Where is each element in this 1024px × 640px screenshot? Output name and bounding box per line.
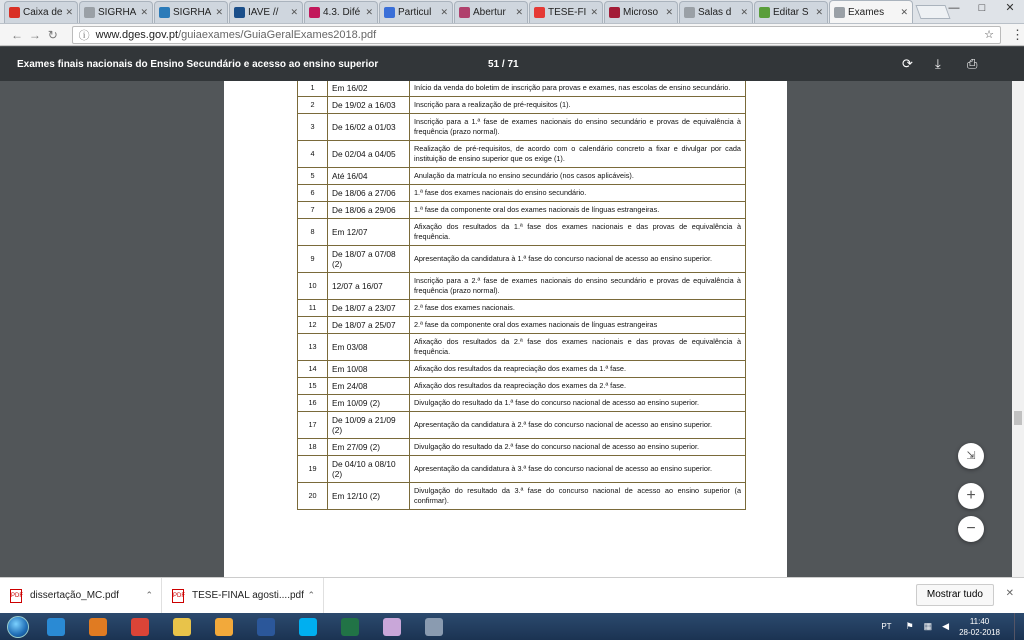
table-row	[298, 456, 746, 483]
row-date: De 18/06 a 27/06	[328, 185, 410, 202]
pdf-page	[224, 81, 787, 577]
taskbar-app-button[interactable]	[330, 614, 370, 639]
paint-icon	[383, 618, 401, 636]
row-number: 16	[298, 395, 328, 412]
system-tray	[881, 613, 1024, 640]
forward-arrow-icon[interactable]: →	[28, 27, 41, 42]
row-number: 4	[298, 141, 328, 168]
url-host: www.dges.gov.pt	[95, 28, 179, 41]
tab-label: Abertur	[473, 7, 506, 18]
row-date: Até 16/04	[328, 168, 410, 185]
browser-tab[interactable]	[454, 1, 528, 23]
site-icon	[309, 7, 320, 18]
table-row	[298, 219, 746, 246]
table-row	[298, 483, 746, 510]
tab-close-icon[interactable]: ✕	[140, 7, 148, 17]
back-arrow-icon[interactable]: ←	[10, 27, 23, 42]
site-icon	[459, 7, 470, 18]
row-description: Inscrição para a 2.ª fase de exames nacionais do ensino secundário e provas de equivalência à frequência (prazo normal).	[410, 273, 746, 300]
tab-close-icon[interactable]: ✕	[440, 7, 448, 17]
browser-tab[interactable]	[754, 1, 828, 23]
taskbar-app-button[interactable]	[414, 614, 454, 639]
row-description: Anulação da matrícula no ensino secundário (nos casos aplicáveis).	[410, 168, 746, 185]
clock[interactable]	[959, 616, 1000, 638]
row-description: Inscrição para a realização de pré-requisitos (1).	[410, 97, 746, 114]
tab-close-icon[interactable]: ✕	[365, 7, 373, 17]
network-icon[interactable]: ▦	[923, 621, 933, 631]
row-date: De 16/02 a 01/03	[328, 114, 410, 141]
row-description: Apresentação da candidatura à 2.ª fase do concurso nacional de acesso ao ensino superior.	[410, 412, 746, 439]
language-indicator[interactable]: PT	[881, 622, 892, 631]
row-description: 2.ª fase dos exames nacionais.	[410, 300, 746, 317]
row-number: 15	[298, 378, 328, 395]
row-date: De 02/04 a 04/05	[328, 141, 410, 168]
row-date: De 18/07 a 07/08 (2)	[328, 246, 410, 273]
close-icon[interactable]: ✕	[1005, 2, 1015, 14]
maximize-icon[interactable]: □	[978, 2, 986, 14]
row-date: Em 10/09 (2)	[328, 395, 410, 412]
tab-label: Caixa de	[23, 7, 63, 18]
row-date: De 10/09 a 21/09 (2)	[328, 412, 410, 439]
word-icon	[257, 618, 275, 636]
row-number: 14	[298, 361, 328, 378]
row-number: 20	[298, 483, 328, 510]
table-row	[298, 361, 746, 378]
minimize-icon[interactable]: —	[948, 2, 960, 14]
row-date: Em 12/07	[328, 219, 410, 246]
start-button[interactable]	[0, 613, 36, 640]
zoom-out-icon[interactable]: −	[958, 516, 984, 542]
table-row	[298, 395, 746, 412]
taskbar-app-button[interactable]	[36, 614, 76, 639]
flag-icon[interactable]: ⚑	[905, 621, 914, 631]
browser-tab[interactable]	[79, 1, 153, 23]
browser-tab[interactable]	[679, 1, 753, 23]
row-number: 13	[298, 334, 328, 361]
outlook-icon	[215, 618, 233, 636]
tab-label: Salas d	[698, 7, 732, 18]
row-description: Afixação dos resultados da reapreciação dos exames da 1.ª fase.	[410, 361, 746, 378]
taskbar-app-button[interactable]	[288, 614, 328, 639]
pdf-file-icon: PDF	[172, 589, 184, 603]
tab-label: 4.3. Difé	[323, 7, 361, 18]
show-all-button[interactable]: Mostrar tudo	[916, 584, 994, 606]
chevron-up-icon[interactable]: ⌃	[307, 590, 315, 600]
scrollbar[interactable]	[1012, 81, 1024, 577]
table-row	[298, 412, 746, 439]
tab-label: TESE-FI	[548, 7, 587, 18]
row-number: 8	[298, 219, 328, 246]
table-row	[298, 185, 746, 202]
browser-tab[interactable]	[604, 1, 678, 23]
row-date: Em 12/10 (2)	[328, 483, 410, 510]
taskbar-apps	[36, 614, 456, 639]
taskbar-app-button[interactable]	[78, 614, 118, 639]
browser-tab[interactable]	[529, 1, 603, 23]
row-number: 5	[298, 168, 328, 185]
pdf-file-icon: PDF	[10, 589, 22, 603]
site-icon	[609, 7, 620, 18]
table-row	[298, 97, 746, 114]
row-description: Divulgação do resultado da 3.ª fase do concurso nacional de acesso ao ensino superior (a confirmar).	[410, 483, 746, 510]
tab-label: IAVE //	[248, 7, 279, 18]
row-description: Apresentação da candidatura à 1.ª fase do concurso nacional de acesso ao ensino superior.	[410, 246, 746, 273]
row-number: 17	[298, 412, 328, 439]
total-pages: 71	[507, 58, 519, 70]
table-row	[298, 81, 746, 97]
clock-date: 28-02-2018	[959, 627, 1000, 637]
page-icon	[834, 7, 845, 18]
info-icon[interactable]: ⓘ	[78, 29, 90, 42]
row-date: De 18/06 a 29/06	[328, 202, 410, 219]
download-filename: dissertação_MC.pdf	[30, 590, 119, 601]
pdf-toolbar	[0, 47, 1024, 81]
row-description: 2.ª fase da componente oral dos exames nacionais de línguas estrangeiras	[410, 317, 746, 334]
sigrha-icon	[159, 7, 170, 18]
gmail-icon	[9, 7, 20, 18]
tab-close-icon[interactable]: ✕	[590, 7, 598, 17]
downloads-shelf	[0, 577, 1024, 613]
zoom-in-icon[interactable]: +	[958, 483, 984, 509]
window-controls	[940, 0, 1024, 18]
table-row	[298, 141, 746, 168]
row-date: Em 24/08	[328, 378, 410, 395]
table-row	[298, 439, 746, 456]
row-date: De 04/10 a 08/10 (2)	[328, 456, 410, 483]
row-number: 19	[298, 456, 328, 483]
page-separator: /	[501, 58, 505, 70]
table-row	[298, 317, 746, 334]
close-shelf-icon[interactable]: ✕	[1005, 588, 1014, 599]
table-row	[298, 300, 746, 317]
row-number: 12	[298, 317, 328, 334]
bookmark-star-icon[interactable]: ☆	[984, 29, 994, 41]
browser-tab[interactable]	[829, 0, 913, 23]
table-row	[298, 168, 746, 185]
exam-calendar-table	[297, 81, 746, 510]
current-page[interactable]: 51	[488, 58, 500, 70]
browser-tab[interactable]	[4, 1, 78, 23]
pdf-viewer[interactable]	[0, 81, 1024, 577]
tab-close-icon[interactable]: ✕	[900, 6, 908, 17]
tab-label: SIGRHA	[173, 7, 212, 18]
skype-icon	[299, 618, 317, 636]
download-item[interactable]	[162, 578, 324, 614]
rotate-icon[interactable]: ⟳	[902, 56, 913, 71]
row-date: Em 03/08	[328, 334, 410, 361]
print-icon[interactable]: ⎙	[967, 56, 978, 71]
tab-label: Editar S	[773, 7, 809, 18]
taskbar-app-button[interactable]	[120, 614, 160, 639]
table-row	[298, 334, 746, 361]
site-icon	[759, 7, 770, 18]
tab-close-icon[interactable]: ✕	[815, 7, 823, 17]
browser-tab[interactable]	[154, 1, 228, 23]
row-date: De 18/07 a 25/07	[328, 317, 410, 334]
windows-orb-icon	[7, 616, 29, 638]
row-description: Divulgação do resultado da 1.ª fase do concurso nacional de acesso ao ensino superior.	[410, 395, 746, 412]
row-number: 6	[298, 185, 328, 202]
taskbar-app-button[interactable]	[204, 614, 244, 639]
taskbar-app-button[interactable]	[372, 614, 412, 639]
tab-close-icon[interactable]: ✕	[515, 7, 523, 17]
tab-close-icon[interactable]: ✕	[665, 7, 673, 17]
media-player-icon	[89, 618, 107, 636]
table-row	[298, 273, 746, 300]
row-number: 11	[298, 300, 328, 317]
tab-strip	[0, 0, 1024, 24]
row-description: Início da venda do boletim de inscrição para provas e exames, nas escolas de ensino secundário.	[410, 81, 746, 97]
row-description: Realização de pré-requisitos, de acordo com o calendário concreto a fixar e divulgar por cada instituição de ensino superior que os exige (1).	[410, 141, 746, 168]
site-icon	[384, 7, 395, 18]
table-row	[298, 378, 746, 395]
row-date: Em 27/09 (2)	[328, 439, 410, 456]
tab-close-icon[interactable]: ✕	[740, 7, 748, 17]
browser-tab[interactable]	[379, 1, 453, 23]
address-bar[interactable]	[72, 26, 1001, 44]
tab-label: Particul	[398, 7, 432, 18]
row-description: Afixação dos resultados da 2.ª fase dos exames nacionais e das provas de equivalência à frequência.	[410, 334, 746, 361]
clock-time: 11:40	[969, 616, 990, 626]
chevron-up-icon[interactable]: ⌃	[145, 590, 153, 600]
table-row	[298, 202, 746, 219]
windows-taskbar	[0, 613, 1024, 640]
row-number: 2	[298, 97, 328, 114]
taskbar-app-button[interactable]	[162, 614, 202, 639]
row-number: 1	[298, 81, 328, 97]
row-number: 9	[298, 246, 328, 273]
browser-tab[interactable]	[304, 1, 378, 23]
internet-explorer-icon	[47, 618, 65, 636]
browser-tab[interactable]	[229, 1, 303, 23]
row-number: 3	[298, 114, 328, 141]
show-desktop-button[interactable]	[1014, 613, 1024, 640]
tab-close-icon[interactable]: ✕	[290, 7, 298, 17]
row-description: Divulgação do resultado da 2.ª fase do concurso nacional de acesso ao ensino superior.	[410, 439, 746, 456]
pdf-title: Exames finais nacionais do Ensino Secundário e acesso ao ensino superior	[17, 58, 379, 70]
url-path: /guiaexames/GuiaGeralExames2018.pdf	[178, 28, 377, 41]
volume-icon[interactable]: ◀	[942, 621, 950, 631]
excel-icon	[341, 618, 359, 636]
row-number: 10	[298, 273, 328, 300]
row-number: 7	[298, 202, 328, 219]
row-description: Inscrição para a 1.ª fase de exames nacionais do ensino secundário e provas de equivalência à frequência (prazo normal).	[410, 114, 746, 141]
row-number: 18	[298, 439, 328, 456]
tab-close-icon[interactable]: ✕	[65, 7, 73, 17]
tab-label: Microso	[623, 7, 659, 18]
table-row	[298, 246, 746, 273]
taskbar-app-button[interactable]	[246, 614, 286, 639]
browser-toolbar	[0, 24, 1024, 46]
row-date: 12/07 a 16/07	[328, 273, 410, 300]
scrollbar-thumb[interactable]	[1014, 411, 1022, 425]
download-filename: TESE-FINAL agosti....pdf	[192, 590, 304, 601]
page-icon	[684, 7, 695, 18]
folder-icon	[173, 618, 191, 636]
row-date: De 19/02 a 16/03	[328, 97, 410, 114]
site-icon	[534, 7, 545, 18]
download-icon[interactable]: ⤓	[935, 56, 941, 71]
table-row	[298, 114, 746, 141]
iave-icon	[234, 7, 245, 18]
row-description: 1.ª fase da componente oral dos exames nacionais de línguas estrangeiras.	[410, 202, 746, 219]
row-description: Afixação dos resultados da reapreciação dos exames da 2.ª fase.	[410, 378, 746, 395]
page-icon	[84, 7, 95, 18]
tab-label: SIGRHA	[98, 7, 137, 18]
row-description: Apresentação da candidatura à 3.ª fase do concurso nacional de acesso ao ensino superior.	[410, 456, 746, 483]
menu-dots-icon[interactable]: ⋮	[1011, 26, 1024, 42]
fit-page-icon[interactable]: ⇲	[958, 443, 984, 469]
row-description: 1.ª fase dos exames nacionais do ensino secundário.	[410, 185, 746, 202]
row-description: Afixação dos resultados da 1.ª fase dos exames nacionais e das provas de equivalência à frequência.	[410, 219, 746, 246]
reload-icon[interactable]: ↻	[47, 27, 58, 42]
row-date: Em 10/08	[328, 361, 410, 378]
page-indicator	[488, 59, 519, 70]
tab-close-icon[interactable]: ✕	[215, 7, 223, 17]
tab-label: Exames	[848, 6, 885, 18]
chrome-icon	[131, 618, 149, 636]
row-date: De 18/07 a 23/07	[328, 300, 410, 317]
row-date: Em 16/02	[328, 81, 410, 97]
tools-icon	[425, 618, 443, 636]
download-item[interactable]	[0, 578, 162, 614]
